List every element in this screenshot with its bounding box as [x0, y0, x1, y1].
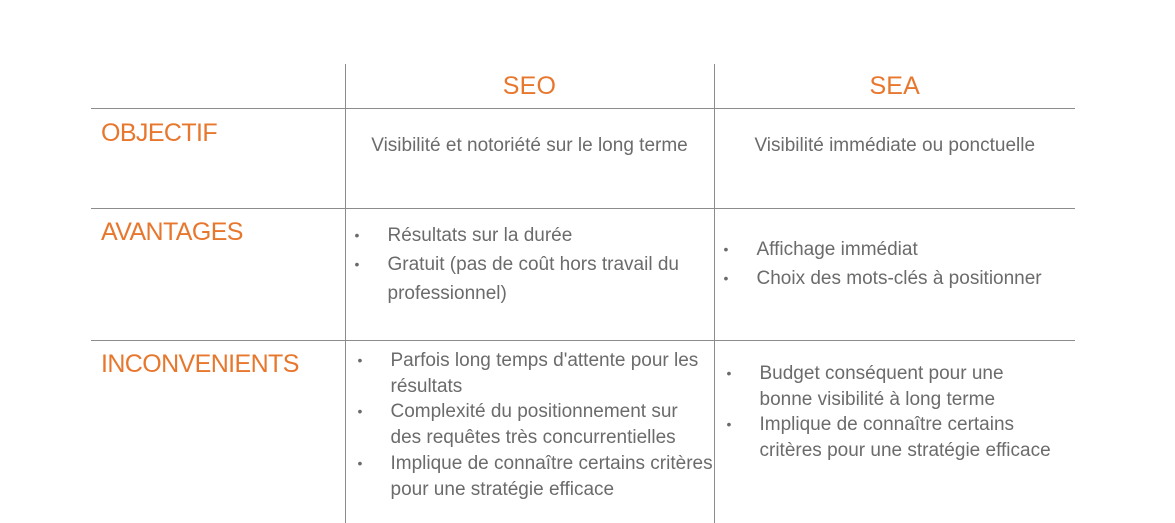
list-item [715, 264, 1076, 293]
bullet-icon: • [355, 250, 360, 279]
list-item-text: Implique de connaître certains critères pour une stratégie efficace [391, 453, 713, 500]
list-item-text: Budget conséquent pour une bonne visibilité à long terme [760, 363, 1004, 410]
list-item-text: Complexité du positionnement sur des requêtes très concurrentielles [391, 401, 678, 448]
bullet-icon: • [724, 235, 729, 264]
row-label-inconvenients: INCONVENIENTS [91, 341, 345, 523]
bullet-icon: • [727, 412, 732, 438]
row-label-objectif: OBJECTIF [91, 109, 345, 209]
list-item [346, 348, 714, 399]
row-inconvenients [91, 341, 1075, 523]
row-avantages [91, 209, 1075, 341]
objectif-sea-cell: Visibilité immédiate ou ponctuelle [714, 109, 1075, 209]
inconvenients-sea-cell [714, 341, 1075, 523]
bullet-icon: • [355, 221, 360, 250]
list-item-text: Parfois long temps d'attente pour les résultats [391, 350, 699, 397]
bullet-icon: • [358, 399, 363, 425]
bullet-icon: • [727, 361, 732, 387]
seo-sea-comparison-table [91, 64, 1075, 523]
inconvenients-sea-list [715, 361, 1076, 464]
row-objectif [91, 109, 1075, 209]
avantages-seo-list [346, 221, 714, 308]
bullet-icon: • [358, 451, 363, 477]
column-header-sea: SEA [714, 64, 1075, 109]
list-item [715, 235, 1076, 264]
header-corner-cell [91, 64, 345, 109]
header-row [91, 64, 1075, 109]
column-header-seo: SEO [345, 64, 714, 109]
comparison-table-wrapper [91, 64, 1075, 523]
inconvenients-seo-list [346, 348, 714, 502]
avantages-sea-cell [714, 209, 1075, 341]
list-item-text: Résultats sur la durée [388, 225, 573, 246]
objectif-seo-cell: Visibilité et notoriété sur le long terme [345, 109, 714, 209]
list-item-text: Implique de connaître certains critères pour une stratégie efficace [760, 414, 1051, 461]
list-item-text: Choix des mots-clés à positionner [757, 268, 1042, 289]
row-label-avantages: AVANTAGES [91, 209, 345, 341]
list-item [715, 361, 1076, 412]
list-item-text: Gratuit (pas de coût hors travail du professionnel) [388, 254, 679, 304]
bullet-icon: • [358, 348, 363, 374]
bullet-icon: • [724, 264, 729, 293]
inconvenients-seo-cell [345, 341, 714, 523]
list-item [346, 250, 714, 308]
list-item [346, 399, 714, 450]
avantages-seo-cell [345, 209, 714, 341]
avantages-sea-list [715, 235, 1076, 293]
list-item [346, 451, 714, 502]
list-item-text: Affichage immédiat [757, 239, 918, 260]
list-item [715, 412, 1076, 463]
list-item [346, 221, 714, 250]
